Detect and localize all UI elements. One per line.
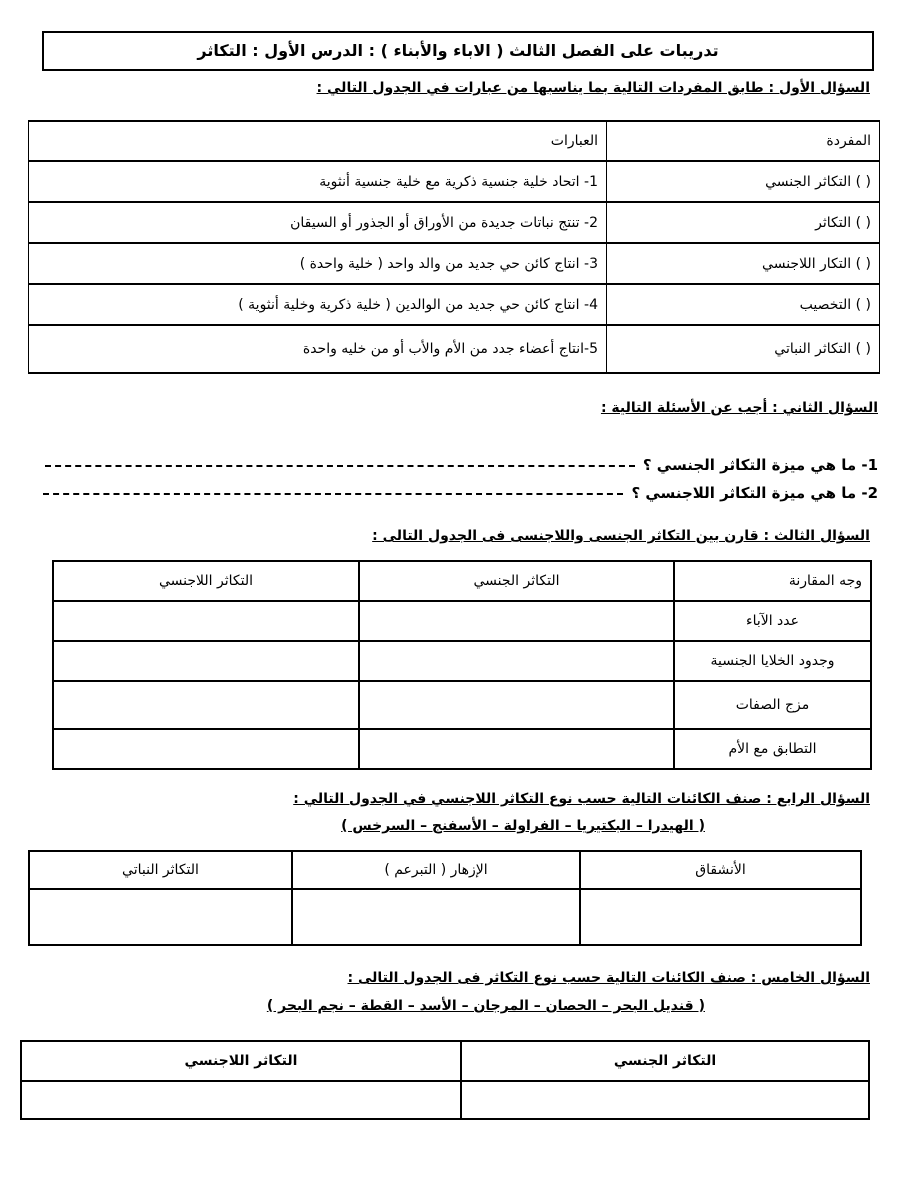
table-row xyxy=(29,889,861,945)
answer-cell[interactable] xyxy=(359,729,674,769)
answer-cell[interactable] xyxy=(53,641,359,681)
aspect-cell: التطابق مع الأم xyxy=(674,729,871,769)
table-header-row xyxy=(21,1041,869,1081)
table-row xyxy=(29,325,880,373)
header-asexual: التكاثر اللاجنسي xyxy=(21,1041,461,1081)
q2-question-2 xyxy=(43,484,878,502)
q3-comparison-table xyxy=(52,560,872,770)
statement-cell: 2- تنتج نباتات جديدة من الأوراق أو الجذور أو السيقان xyxy=(29,202,607,243)
q2-question-1 xyxy=(45,456,878,474)
term-cell[interactable]: ( ) التكاثر xyxy=(607,202,880,243)
header-asexual: التكاثر اللاجنسي xyxy=(53,561,359,601)
table-row xyxy=(29,202,880,243)
table-row xyxy=(29,243,880,284)
term-cell[interactable]: ( ) التكاثر النباتي xyxy=(607,325,880,373)
q5-classification-table xyxy=(20,1040,870,1120)
table-row xyxy=(53,641,871,681)
table-row xyxy=(53,601,871,641)
q5-organisms: ( قنديل البحر – الحصان – المرجان – الأسد – القطة – نجم البحر ) xyxy=(266,998,705,1014)
term-cell[interactable]: ( ) التكاثر الجنسي xyxy=(607,161,880,202)
header-sexual: التكاثر الجنسي xyxy=(461,1041,869,1081)
aspect-cell: مزج الصفات xyxy=(674,681,871,729)
q3-title: السؤال الثالث : قارن بين التكاثر الجنسى واللاجنسى فى الجدول التالى : xyxy=(372,528,870,544)
answer-cell[interactable] xyxy=(53,601,359,641)
answer-line[interactable] xyxy=(45,465,635,467)
aspect-cell: عدد الآباء xyxy=(674,601,871,641)
table-header-row xyxy=(29,851,861,889)
answer-cell[interactable] xyxy=(580,889,861,945)
answer-cell[interactable] xyxy=(359,601,674,641)
answer-cell[interactable] xyxy=(461,1081,869,1119)
header-budding: الإزهار ( التبرعم ) xyxy=(292,851,580,889)
table-header-row xyxy=(29,121,880,161)
header-aspect: وجه المقارنة xyxy=(674,561,871,601)
statement-cell: 5-انتاج أعضاء جدد من الأم والأب أو من خليه واحدة xyxy=(29,325,607,373)
term-cell[interactable]: ( ) التكار اللاجنسي xyxy=(607,243,880,284)
aspect-cell: وجدود الخلايا الجنسية xyxy=(674,641,871,681)
q4-classification-table xyxy=(28,850,862,946)
q5-title: السؤال الخامس : صنف الكائنات التالية حسب نوع التكاثر فى الجدول التالى : xyxy=(347,970,870,986)
answer-cell[interactable] xyxy=(292,889,580,945)
header-vegetative: التكاثر النباتي xyxy=(29,851,292,889)
q4-title: السؤال الرابع : صنف الكائنات التالية حسب نوع التكاثر اللاجنسي في الجدول التالي : xyxy=(293,791,870,807)
q1-title: السؤال الأول : طابق المفردات التالية بما يناسبها من عبارات في الجدول التالي : xyxy=(316,80,870,96)
statement-cell: 3- انتاج كائن حي جديد من والد واحد ( خلية واحدة ) xyxy=(29,243,607,284)
statement-cell: 4- انتاج كائن حي جديد من الوالدين ( خلية ذكرية وخلية أنثوية ) xyxy=(29,284,607,325)
header-statement: العبارات xyxy=(29,121,607,161)
answer-line[interactable] xyxy=(43,493,623,495)
q1-matching-table xyxy=(28,120,880,374)
table-row xyxy=(29,161,880,202)
question-text: 2- ما هي ميزة التكاثر اللاجنسي ؟ xyxy=(631,484,878,502)
answer-cell[interactable] xyxy=(21,1081,461,1119)
header-fission: الأنشقاق xyxy=(580,851,861,889)
answer-cell[interactable] xyxy=(29,889,292,945)
table-row xyxy=(29,284,880,325)
answer-cell[interactable] xyxy=(53,729,359,769)
header-sexual: التكاثر الجنسي xyxy=(359,561,674,601)
table-row xyxy=(53,681,871,729)
q2-title: السؤال الثاني : أجب عن الأسئلة التالية : xyxy=(600,400,878,416)
answer-cell[interactable] xyxy=(359,681,674,729)
table-row xyxy=(21,1081,869,1119)
q4-organisms: ( الهيدرا – البكتيريا – الفراولة – الأسفنج – السرخس ) xyxy=(341,818,705,834)
table-row xyxy=(53,729,871,769)
answer-cell[interactable] xyxy=(53,681,359,729)
answer-cell[interactable] xyxy=(359,641,674,681)
term-cell[interactable]: ( ) التخصيب xyxy=(607,284,880,325)
table-header-row xyxy=(53,561,871,601)
statement-cell: 1- اتحاد خلية جنسية ذكرية مع خلية جنسية أنثوية xyxy=(29,161,607,202)
header-term: المفردة xyxy=(607,121,880,161)
worksheet-title: تدريبات على الفصل الثالث ( الاباء والأبناء ) : الدرس الأول : التكاثر xyxy=(42,31,874,71)
question-text: 1- ما هي ميزة التكاثر الجنسي ؟ xyxy=(642,456,878,474)
